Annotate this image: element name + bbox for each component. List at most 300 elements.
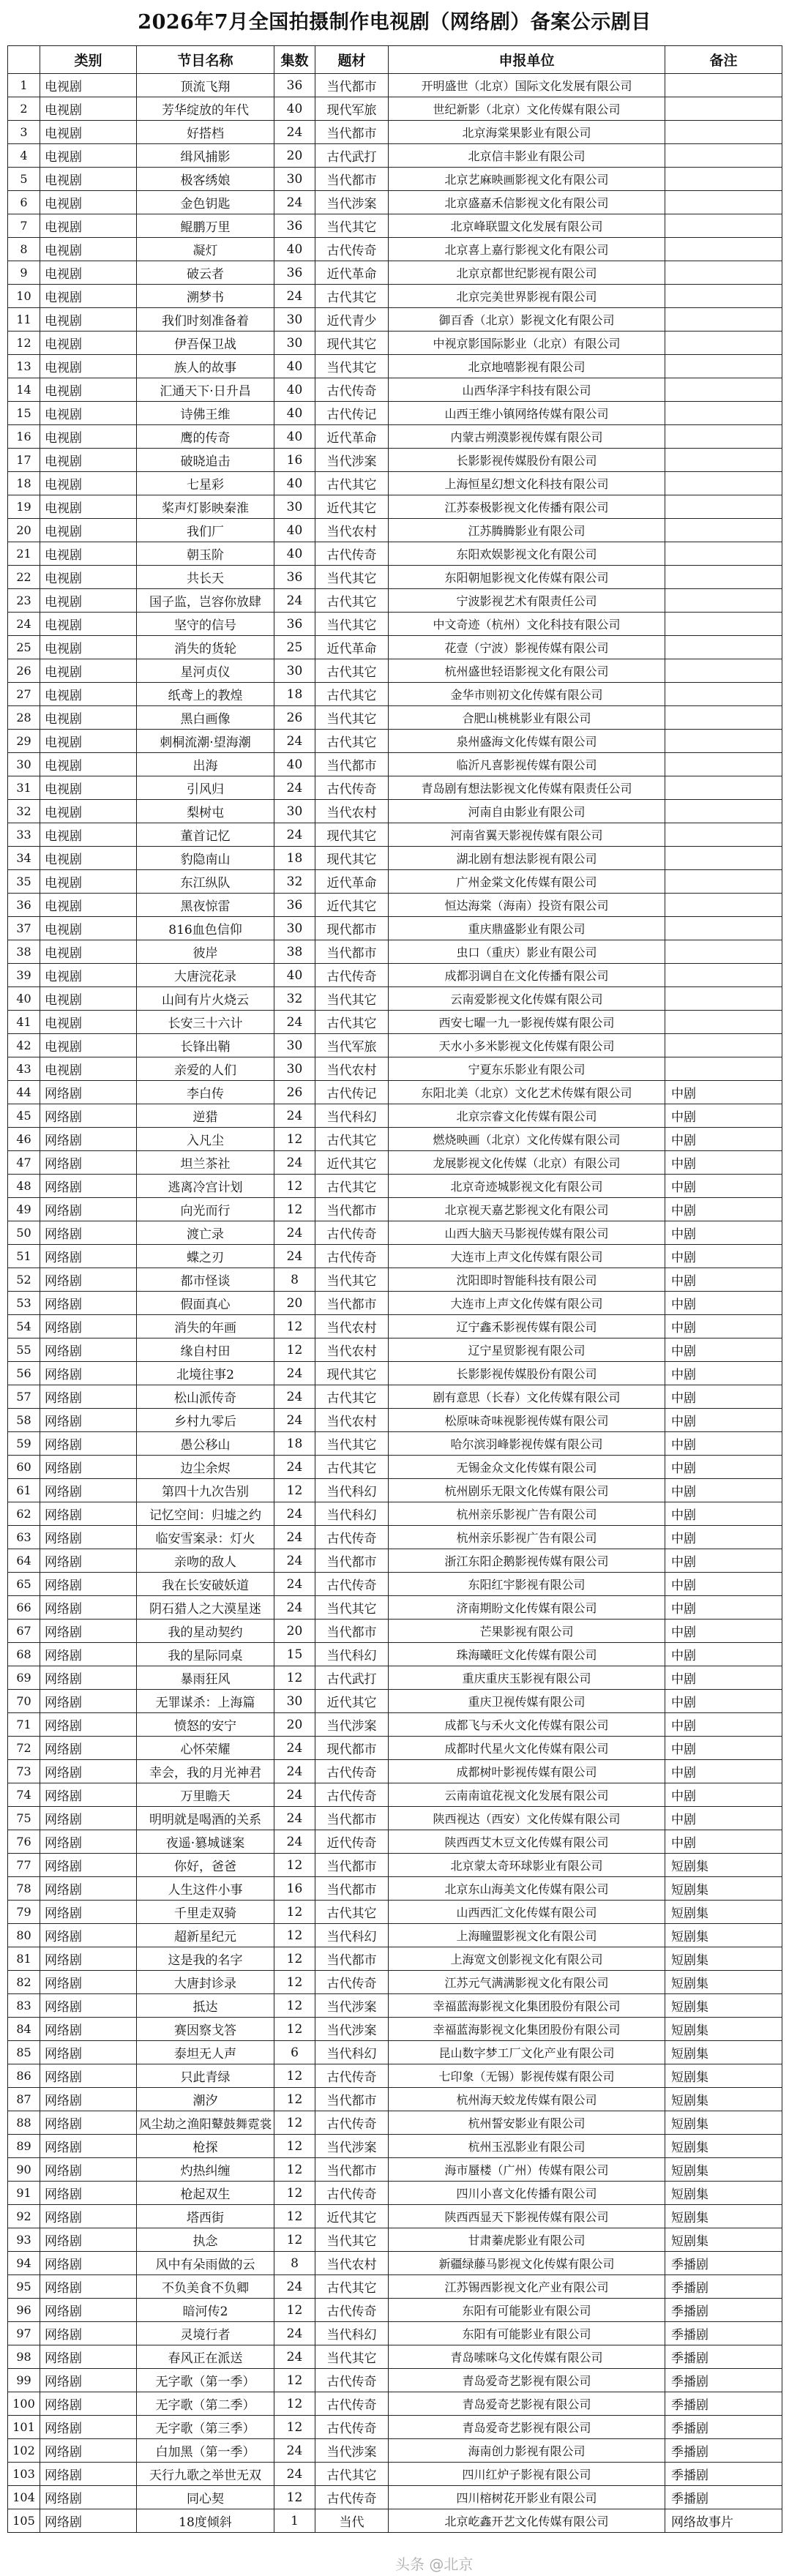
row-episodes: 12 [274, 2205, 315, 2228]
row-episodes: 12 [274, 2299, 315, 2322]
row-unit: 北京艺麻映画影视文化有限公司 [389, 168, 665, 191]
row-genre: 近代其它 [315, 495, 389, 519]
row-category: 网络剧 [40, 1198, 137, 1221]
row-genre: 当代 [315, 2509, 389, 2533]
row-unit: 成都飞与禾火文化传媒有限公司 [389, 1713, 665, 1737]
row-category: 网络剧 [40, 1947, 137, 1971]
row-index: 76 [8, 1830, 40, 1854]
row-episodes: 24 [274, 1549, 315, 1573]
row-genre: 当代涉案 [315, 1994, 389, 2018]
row-genre: 当代都市 [315, 1877, 389, 1901]
row-title: 暴雨狂风 [137, 1666, 274, 1690]
row-index: 21 [8, 542, 40, 566]
table-row [8, 1034, 782, 1057]
row-episodes: 32 [274, 987, 315, 1011]
row-unit: 成都树叶影视传媒有限公司 [389, 1760, 665, 1783]
col-header-unit: 申报单位 [389, 46, 665, 74]
row-category: 电视剧 [40, 566, 137, 589]
row-title: 我在长安破妖道 [137, 1573, 274, 1596]
row-note: 中剧 [665, 1409, 782, 1432]
row-genre: 当代科幻 [315, 1502, 389, 1526]
row-unit: 杭州玉泓影业有限公司 [389, 2135, 665, 2158]
row-episodes: 40 [274, 964, 315, 987]
row-episodes: 18 [274, 847, 315, 870]
row-episodes: 24 [274, 1245, 315, 1268]
table-row [8, 355, 782, 378]
row-unit: 北京屹鑫开艺文化传媒有限公司 [389, 2509, 665, 2533]
row-category: 电视剧 [40, 74, 137, 97]
row-index: 48 [8, 1175, 40, 1198]
row-title: 我们时刻准备着 [137, 308, 274, 332]
table-row [8, 1502, 782, 1526]
row-unit: 中文奇迹（杭州）文化科技有限公司 [389, 613, 665, 636]
table-row [8, 2111, 782, 2135]
row-episodes: 24 [274, 2275, 315, 2299]
row-note [665, 74, 782, 97]
row-category: 网络剧 [40, 2439, 137, 2463]
row-title: 赛因察戈答 [137, 2018, 274, 2041]
row-genre: 古代传记 [315, 402, 389, 425]
row-title: 长安三十六计 [137, 1011, 274, 1034]
row-genre: 当代科幻 [315, 2041, 389, 2064]
row-category: 电视剧 [40, 238, 137, 261]
row-title: 18度倾斜 [137, 2509, 274, 2533]
row-title: 松山派传奇 [137, 1385, 274, 1409]
row-episodes: 24 [274, 2463, 315, 2486]
row-note: 短剧集 [665, 2041, 782, 2064]
row-title: 消失的年画 [137, 1315, 274, 1338]
row-unit: 陕西西艾木豆文化传媒有限公司 [389, 1830, 665, 1854]
row-category: 网络剧 [40, 2135, 137, 2158]
row-unit: 青岛爱奇艺影视有限公司 [389, 2392, 665, 2416]
table-row [8, 659, 782, 683]
row-category: 电视剧 [40, 144, 137, 168]
row-episodes: 18 [274, 683, 315, 706]
row-unit: 河南自由影业有限公司 [389, 800, 665, 823]
row-index: 72 [8, 1737, 40, 1760]
row-note: 短剧集 [665, 1877, 782, 1901]
row-episodes: 12 [274, 1994, 315, 2018]
row-genre: 当代其它 [315, 214, 389, 238]
row-genre: 当代其它 [315, 1268, 389, 1292]
row-genre: 当代都市 [315, 2158, 389, 2182]
row-unit: 海市蜃楼（广州）传媒有限公司 [389, 2158, 665, 2182]
row-note [665, 449, 782, 472]
row-genre: 当代都市 [315, 753, 389, 776]
row-index: 10 [8, 285, 40, 308]
row-unit: 成都时代星火文化传媒有限公司 [389, 1737, 665, 1760]
row-title: 塔西街 [137, 2205, 274, 2228]
table-row [8, 191, 782, 214]
table-row [8, 964, 782, 987]
row-genre: 古代传奇 [315, 776, 389, 800]
table-row [8, 1011, 782, 1034]
row-unit: 沈阳即时智能科技有限公司 [389, 1268, 665, 1292]
table-row [8, 1128, 782, 1151]
table-row [8, 519, 782, 542]
row-index: 62 [8, 1502, 40, 1526]
row-category: 网络剧 [40, 2392, 137, 2416]
row-genre: 现代军旅 [315, 97, 389, 121]
table-row [8, 917, 782, 940]
row-unit: 杭州海天蛟龙传媒有限公司 [389, 2088, 665, 2111]
row-unit: 新疆绿藤马影视文化传媒有限公司 [389, 2252, 665, 2275]
table-row [8, 2392, 782, 2416]
row-category: 网络剧 [40, 1690, 137, 1713]
row-genre: 古代其它 [315, 1901, 389, 1924]
row-episodes: 30 [274, 308, 315, 332]
row-category: 网络剧 [40, 1175, 137, 1198]
row-index: 81 [8, 1947, 40, 1971]
table-row [8, 2416, 782, 2439]
table-row [8, 1315, 782, 1338]
row-note: 中剧 [665, 1385, 782, 1409]
row-note: 中剧 [665, 1104, 782, 1128]
row-episodes: 24 [274, 2322, 315, 2345]
row-episodes: 12 [274, 2135, 315, 2158]
row-title: 七星彩 [137, 472, 274, 495]
row-episodes: 24 [274, 730, 315, 753]
row-index: 96 [8, 2299, 40, 2322]
row-note [665, 144, 782, 168]
page-title: 2026年7月全国拍摄制作电视剧（网络剧）备案公示剧目 [138, 11, 651, 34]
row-unit: 辽宁星贸影视有限公司 [389, 1338, 665, 1362]
table-row [8, 987, 782, 1011]
table-row [8, 1760, 782, 1783]
row-category: 电视剧 [40, 683, 137, 706]
row-category: 网络剧 [40, 1362, 137, 1385]
row-episodes: 1 [274, 2509, 315, 2533]
row-note: 中剧 [665, 1713, 782, 1737]
row-note: 季播剧 [665, 2275, 782, 2299]
row-title: 向光而行 [137, 1198, 274, 1221]
row-title: 我们厂 [137, 519, 274, 542]
row-episodes: 26 [274, 706, 315, 730]
table-row [8, 1994, 782, 2018]
table-row [8, 1947, 782, 1971]
col-header-category: 类别 [40, 46, 137, 74]
row-genre: 古代其它 [315, 1011, 389, 1034]
row-category: 网络剧 [40, 1901, 137, 1924]
row-unit: 云南南谊花视文化发展有限公司 [389, 1783, 665, 1807]
row-title: 伊吾保卫战 [137, 332, 274, 355]
row-category: 网络剧 [40, 1104, 137, 1128]
row-episodes: 12 [274, 1315, 315, 1338]
row-category: 电视剧 [40, 261, 137, 285]
row-title: 汇通天下·日升昌 [137, 378, 274, 402]
row-unit: 东阳朝旭影视文化传媒有限公司 [389, 566, 665, 589]
row-index: 8 [8, 238, 40, 261]
table-row [8, 2275, 782, 2299]
row-note: 季播剧 [665, 2369, 782, 2392]
row-index: 55 [8, 1338, 40, 1362]
row-index: 35 [8, 870, 40, 894]
row-note: 中剧 [665, 1315, 782, 1338]
row-genre: 近代其它 [315, 894, 389, 917]
row-genre: 当代涉案 [315, 449, 389, 472]
row-unit: 长影影视传媒股份有限公司 [389, 449, 665, 472]
table-row [8, 753, 782, 776]
row-genre: 当代其它 [315, 706, 389, 730]
row-index: 51 [8, 1245, 40, 1268]
row-category: 网络剧 [40, 2416, 137, 2439]
row-title: 无罪谋杀：上海篇 [137, 1690, 274, 1713]
row-episodes: 16 [274, 449, 315, 472]
row-category: 电视剧 [40, 776, 137, 800]
row-episodes: 24 [274, 1385, 315, 1409]
row-genre: 当代其它 [315, 2345, 389, 2369]
table-row [8, 1338, 782, 1362]
row-index: 7 [8, 214, 40, 238]
row-genre: 现代其它 [315, 823, 389, 847]
row-genre: 现代其它 [315, 1362, 389, 1385]
row-index: 105 [8, 2509, 40, 2533]
row-category: 网络剧 [40, 2205, 137, 2228]
row-title: 鹰的传奇 [137, 425, 274, 449]
row-index: 25 [8, 636, 40, 659]
row-index: 102 [8, 2439, 40, 2463]
row-title: 天行九歌之举世无双 [137, 2463, 274, 2486]
row-index: 74 [8, 1783, 40, 1807]
row-genre: 古代其它 [315, 730, 389, 753]
row-genre: 当代都市 [315, 1947, 389, 1971]
row-genre: 当代都市 [315, 1198, 389, 1221]
row-index: 15 [8, 402, 40, 425]
table-row [8, 2205, 782, 2228]
row-genre: 当代农村 [315, 1409, 389, 1432]
row-title: 缉风捕影 [137, 144, 274, 168]
row-genre: 古代传奇 [315, 2111, 389, 2135]
row-note: 季播剧 [665, 2345, 782, 2369]
row-category: 网络剧 [40, 1924, 137, 1947]
table-row [8, 144, 782, 168]
row-note [665, 425, 782, 449]
row-unit: 云南爱影视文化传媒有限公司 [389, 987, 665, 1011]
row-episodes: 24 [274, 1830, 315, 1854]
row-episodes: 12 [274, 1128, 315, 1151]
table-row [8, 425, 782, 449]
table-row [8, 683, 782, 706]
row-episodes: 40 [274, 472, 315, 495]
row-title: 李白传 [137, 1081, 274, 1104]
row-unit: 大连市上声文化传媒有限公司 [389, 1292, 665, 1315]
row-index: 31 [8, 776, 40, 800]
row-index: 5 [8, 168, 40, 191]
row-note [665, 472, 782, 495]
row-genre: 古代传奇 [315, 238, 389, 261]
row-category: 电视剧 [40, 917, 137, 940]
table-row [8, 2228, 782, 2252]
row-category: 网络剧 [40, 1994, 137, 2018]
table-row [8, 1409, 782, 1432]
row-episodes: 30 [274, 168, 315, 191]
row-category: 电视剧 [40, 894, 137, 917]
row-note: 中剧 [665, 1221, 782, 1245]
table-row [8, 940, 782, 964]
row-unit: 北京宗睿文化传媒有限公司 [389, 1104, 665, 1128]
row-episodes: 40 [274, 542, 315, 566]
row-title: 无字歌（第三季） [137, 2416, 274, 2439]
row-unit: 北京峰联盟文化发展有限公司 [389, 214, 665, 238]
row-note: 中剧 [665, 1830, 782, 1854]
row-title: 黑夜惊雷 [137, 894, 274, 917]
row-note [665, 1057, 782, 1081]
row-note: 短剧集 [665, 2205, 782, 2228]
row-note [665, 683, 782, 706]
row-note: 中剧 [665, 1807, 782, 1830]
row-episodes: 30 [274, 495, 315, 519]
table-row [8, 1713, 782, 1737]
row-note [665, 168, 782, 191]
table-row [8, 566, 782, 589]
row-unit: 东阳红宇影视有限公司 [389, 1573, 665, 1596]
row-episodes: 40 [274, 238, 315, 261]
row-index: 103 [8, 2463, 40, 2486]
row-category: 网络剧 [40, 2182, 137, 2205]
row-episodes: 25 [274, 636, 315, 659]
row-note [665, 753, 782, 776]
row-genre: 古代传奇 [315, 964, 389, 987]
row-genre: 当代其它 [315, 987, 389, 1011]
row-title: 枪探 [137, 2135, 274, 2158]
row-category: 网络剧 [40, 1971, 137, 1994]
row-note: 季播剧 [665, 2299, 782, 2322]
row-category: 电视剧 [40, 449, 137, 472]
row-note: 中剧 [665, 1620, 782, 1643]
table-row [8, 636, 782, 659]
row-episodes: 24 [274, 1807, 315, 1830]
row-index: 58 [8, 1409, 40, 1432]
row-unit: 江苏锡西影视文化产业有限公司 [389, 2275, 665, 2299]
row-index: 91 [8, 2182, 40, 2205]
row-note [665, 261, 782, 285]
row-index: 40 [8, 987, 40, 1011]
row-unit: 北京地嘻影视有限公司 [389, 355, 665, 378]
row-title: 这是我的名字 [137, 1947, 274, 1971]
row-category: 电视剧 [40, 870, 137, 894]
row-note: 短剧集 [665, 2158, 782, 2182]
table-row [8, 1479, 782, 1502]
row-episodes: 24 [274, 2345, 315, 2369]
row-episodes: 12 [274, 2158, 315, 2182]
row-index: 42 [8, 1034, 40, 1057]
row-genre: 现代都市 [315, 917, 389, 940]
row-genre: 古代传奇 [315, 1971, 389, 1994]
row-unit: 北京完美世界影视有限公司 [389, 285, 665, 308]
row-genre: 近代革命 [315, 870, 389, 894]
row-episodes: 40 [274, 378, 315, 402]
row-unit: 开明盛世（北京）国际文化发展有限公司 [389, 74, 665, 97]
row-episodes: 38 [274, 940, 315, 964]
row-title: 亲爱的人们 [137, 1057, 274, 1081]
table-row [8, 1057, 782, 1081]
row-title: 顶流飞翔 [137, 74, 274, 97]
row-genre: 近代其它 [315, 1690, 389, 1713]
row-category: 电视剧 [40, 378, 137, 402]
row-unit: 杭州亲乐影视广告有限公司 [389, 1526, 665, 1549]
row-unit: 成都羽调自在文化传播有限公司 [389, 964, 665, 987]
row-unit: 杭州誓安影业有限公司 [389, 2111, 665, 2135]
row-episodes: 12 [274, 1479, 315, 1502]
col-header-title: 节目名称 [137, 46, 274, 74]
row-category: 电视剧 [40, 1011, 137, 1034]
row-title: 亲吻的敌人 [137, 1549, 274, 1573]
row-note [665, 285, 782, 308]
table-row [8, 1643, 782, 1666]
table-row [8, 2509, 782, 2533]
row-note: 中剧 [665, 1549, 782, 1573]
table-row [8, 613, 782, 636]
row-index: 38 [8, 940, 40, 964]
row-episodes: 36 [274, 894, 315, 917]
row-index: 94 [8, 2252, 40, 2275]
row-category: 网络剧 [40, 1737, 137, 1760]
row-note: 季播剧 [665, 2439, 782, 2463]
row-index: 46 [8, 1128, 40, 1151]
row-genre: 当代农村 [315, 1338, 389, 1362]
table-row [8, 2064, 782, 2088]
row-title: 破云者 [137, 261, 274, 285]
table-header [8, 46, 782, 74]
row-title: 幸会，我的月光神君 [137, 1760, 274, 1783]
row-category: 网络剧 [40, 1549, 137, 1573]
row-index: 63 [8, 1526, 40, 1549]
row-title: 星河贞仪 [137, 659, 274, 683]
row-note: 季播剧 [665, 2416, 782, 2439]
row-genre: 近代其它 [315, 1151, 389, 1175]
row-episodes: 24 [274, 589, 315, 613]
row-index: 6 [8, 191, 40, 214]
row-category: 电视剧 [40, 847, 137, 870]
row-index: 64 [8, 1549, 40, 1573]
row-title: 我的星际同桌 [137, 1643, 274, 1666]
row-episodes: 24 [274, 1362, 315, 1385]
table-row [8, 2041, 782, 2064]
row-note [665, 402, 782, 425]
row-episodes: 12 [274, 2064, 315, 2088]
row-unit: 哈尔滨羽峰影视传媒有限公司 [389, 1432, 665, 1456]
row-title: 执念 [137, 2228, 274, 2252]
row-index: 33 [8, 823, 40, 847]
row-unit: 北京京都世纪影视有限公司 [389, 261, 665, 285]
row-episodes: 12 [274, 2088, 315, 2111]
row-title: 朝玉阶 [137, 542, 274, 566]
row-title: 蝶之刃 [137, 1245, 274, 1268]
row-unit: 杭州盛世轻语影视文化有限公司 [389, 659, 665, 683]
row-note: 中剧 [665, 1690, 782, 1713]
row-index: 66 [8, 1596, 40, 1620]
row-episodes: 24 [274, 1104, 315, 1128]
row-episodes: 18 [274, 1432, 315, 1456]
row-note: 中剧 [665, 1760, 782, 1783]
row-episodes: 12 [274, 1198, 315, 1221]
row-category: 网络剧 [40, 1432, 137, 1456]
table-row [8, 168, 782, 191]
row-episodes: 20 [274, 1292, 315, 1315]
row-note [665, 1011, 782, 1034]
row-category: 网络剧 [40, 1221, 137, 1245]
row-note [665, 378, 782, 402]
row-episodes: 24 [274, 1502, 315, 1526]
row-unit: 东阳有可能影业有限公司 [389, 2299, 665, 2322]
row-index: 70 [8, 1690, 40, 1713]
row-unit: 龙展影视文化传媒（北京）有限公司 [389, 1151, 665, 1175]
row-category: 网络剧 [40, 1315, 137, 1338]
row-episodes: 12 [274, 1947, 315, 1971]
row-index: 97 [8, 2322, 40, 2345]
row-genre: 古代传奇 [315, 1783, 389, 1807]
row-unit: 重庆重庆玉影视有限公司 [389, 1666, 665, 1690]
